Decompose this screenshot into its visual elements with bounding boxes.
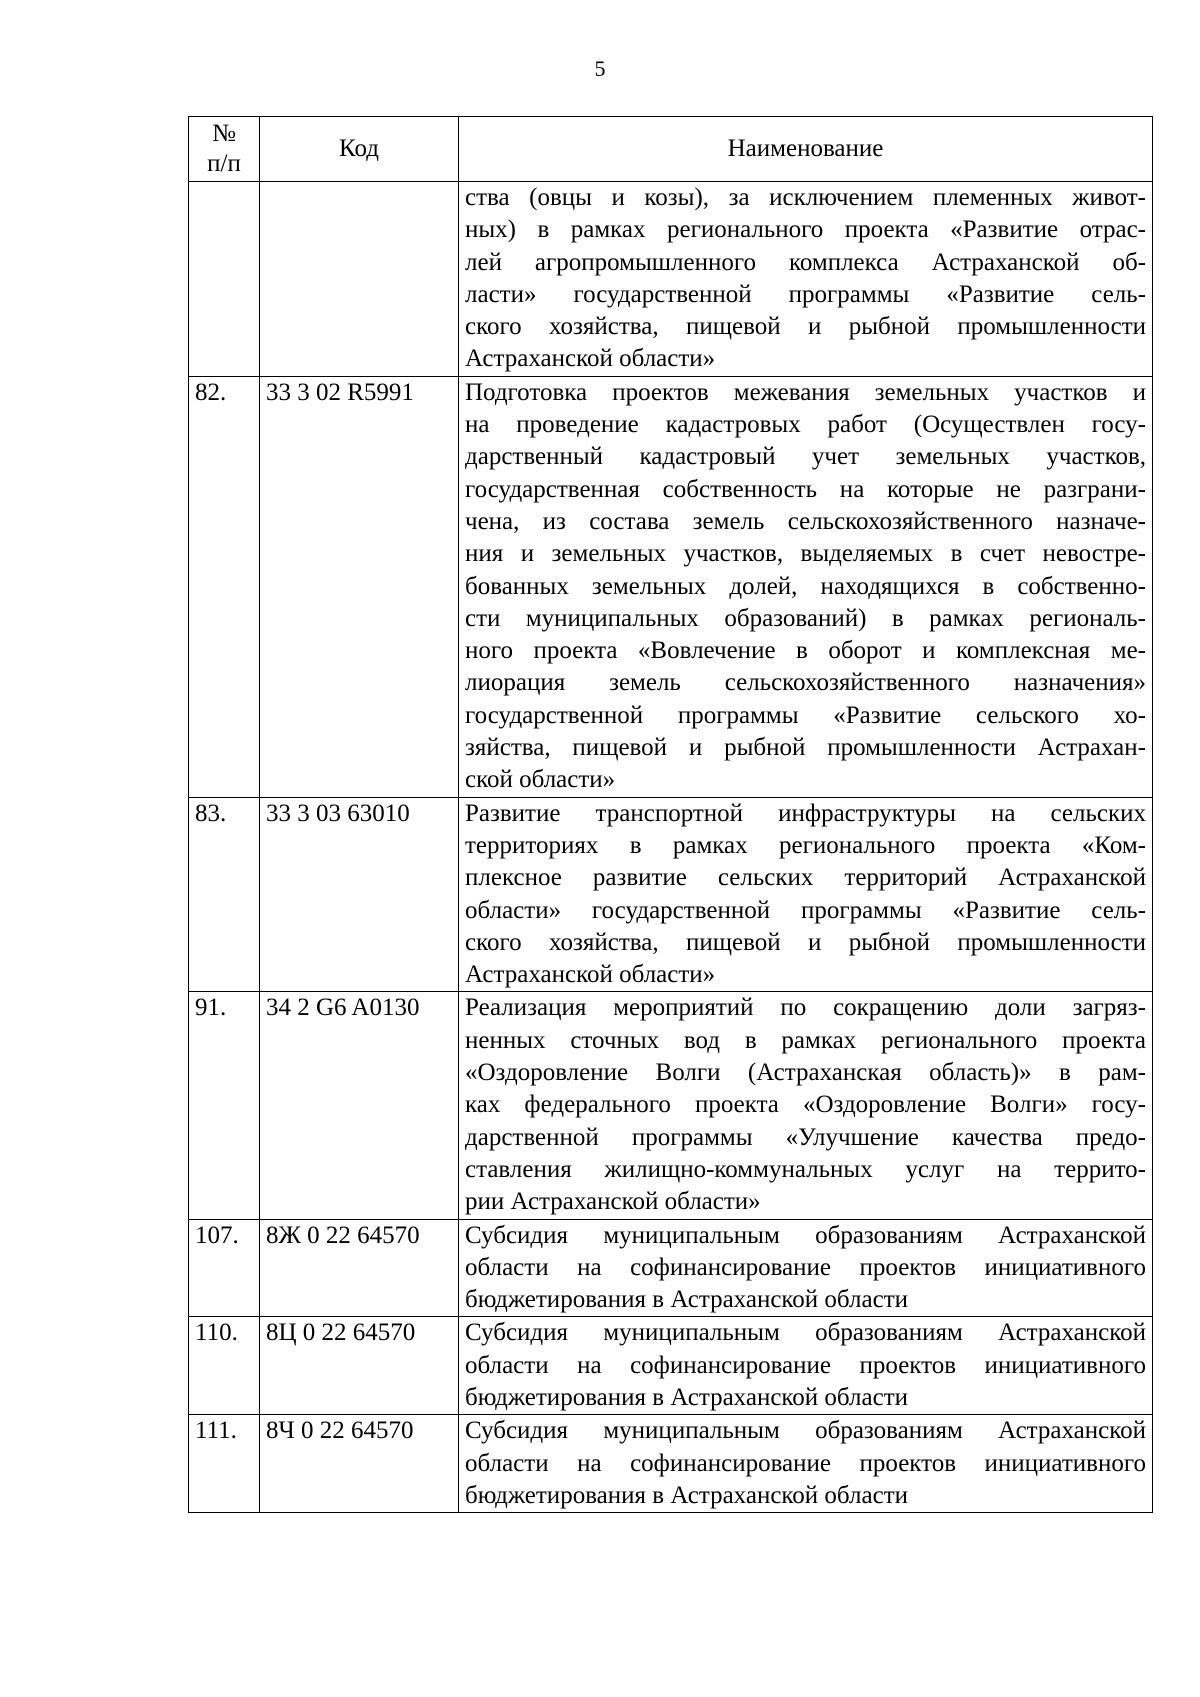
table-row [189,992,1153,1219]
name-text-line: зяйства, пищевой и рыбной промышленности Астрахан- [465,734,1146,762]
row-name-cell [459,376,1153,797]
name-text-line: области на софинансирование проектов инициативного [465,1351,1146,1379]
name-text-line: бюджетирования в Астраханской области [465,1383,908,1411]
row-number-cell: 82. [189,376,260,797]
table-row [189,1219,1153,1317]
name-text-line: ного проекта «Вовлечение в оборот и комплексная ме- [465,637,1146,665]
header-number-symbol: № [212,120,236,147]
name-text-line: дарственный кадастровый учет земельных участков, [465,443,1146,471]
name-text-line: области на софинансирование проектов инициативного [465,1449,1146,1477]
name-text-line: области» государственной программы «Развитие сель- [465,896,1146,924]
row-number-cell: 107. [189,1219,260,1317]
name-text-line: Астраханской области» [465,345,716,373]
name-text-line: Астраханской области» [465,961,716,989]
row-name-cell [459,992,1153,1219]
row-code-cell [260,182,459,377]
name-text-line: на проведение кадастровых работ (Осуществлен госу- [465,411,1146,439]
row-number-cell: 111. [189,1415,260,1513]
name-text-line: сти муниципальных образований) в рамках региональ- [465,604,1146,632]
row-number-cell [189,182,260,377]
name-text-line: «Оздоровление Волги (Астраханская область)» в рам- [465,1059,1146,1087]
row-code-cell: 8Ж 0 22 64570 [260,1219,459,1317]
row-name-cell [459,1415,1153,1513]
row-number-cell: 83. [189,797,260,992]
header-name: Наименование [459,117,1153,182]
name-text-line: государственная собственность на которые не разграни- [465,475,1146,503]
row-code-cell: 8Ч 0 22 64570 [260,1415,459,1513]
name-text-line: ния и земельных участков, выделяемых в счет невостре- [465,540,1146,568]
name-text-line: государственной программы «Развитие сельского хо- [465,701,1146,729]
name-text-line: бованных земельных долей, находящихся в собственно- [465,572,1146,600]
row-name-cell [459,1317,1153,1415]
row-name-cell [459,1219,1153,1317]
name-text-line: бюджетирования в Астраханской области [465,1286,908,1314]
name-text-line: Субсидия муниципальным образованиям Астраханской [465,1417,1146,1445]
name-text-line: ской области» [465,766,616,794]
name-text-line: области на софинансирование проектов инициативного [465,1253,1146,1281]
row-code-cell: 8Ц 0 22 64570 [260,1317,459,1415]
name-text-line: Субсидия муниципальным образованиям Астраханской [465,1221,1146,1249]
name-text-line: ках федерального проекта «Оздоровление Волги» госу- [465,1091,1146,1119]
row-code-cell: 34 2 G6 A0130 [260,992,459,1219]
name-text-line: чена, из состава земель сельскохозяйственного назначе- [465,507,1146,535]
header-number-abbrev: п/п [207,150,241,177]
table-row [189,797,1153,992]
name-text-line: Реализация мероприятий по сокращению доли загряз- [465,994,1146,1022]
name-text-line: территориях в рамках регионального проекта «Ком- [465,831,1146,859]
table-row [189,1317,1153,1415]
name-text-line: лиорация земель сельскохозяйственного назначения» [465,669,1146,697]
header-number [189,117,260,182]
row-code-cell: 33 3 02 R5991 [260,376,459,797]
name-text-line: бюджетирования в Астраханской области [465,1481,908,1509]
name-text-line: дарственной программы «Улучшение качества предо- [465,1123,1146,1151]
table-body [189,182,1153,1513]
name-text-line: Развитие транспортной инфраструктуры на сельских [465,799,1146,827]
name-text-line: ненных сточных вод в рамках регионального проекта [465,1026,1146,1054]
table-row [189,182,1153,377]
name-text-line: ского хозяйства, пищевой и рыбной промышленности [465,928,1146,956]
name-text-line: Субсидия муниципальным образованиям Астраханской [465,1319,1146,1347]
row-number-cell: 110. [189,1317,260,1415]
row-number-cell: 91. [189,992,260,1219]
table-row [189,376,1153,797]
table-row [189,1415,1153,1513]
page-number: 5 [594,56,606,81]
name-text-line: ства (овцы и козы), за исключением племенных живот- [465,184,1146,211]
name-text-line: плексное развитие сельских территорий Астраханской [465,864,1146,892]
row-name-cell [459,182,1153,377]
name-text-line: ставления жилищно-коммунальных услуг на террито- [465,1155,1146,1183]
name-text-line: ского хозяйства, пищевой и рыбной промышленности [465,313,1146,341]
name-text-line: ласти» государственной программы «Развитие сель- [465,280,1146,308]
row-name-cell [459,797,1153,992]
row-code-cell: 33 3 03 63010 [260,797,459,992]
codes-table [188,116,1153,1513]
name-text-line: Подготовка проектов межевания земельных участков и [465,378,1146,406]
name-text-line: рии Астраханской области» [465,1188,761,1216]
table-header-row [189,117,1153,182]
header-code: Код [260,117,459,182]
name-text-line: ных) в рамках регионального проекта «Развитие отрас- [465,216,1146,244]
name-text-line: лей агропромышленного комплекса Астраханской об- [465,248,1146,276]
